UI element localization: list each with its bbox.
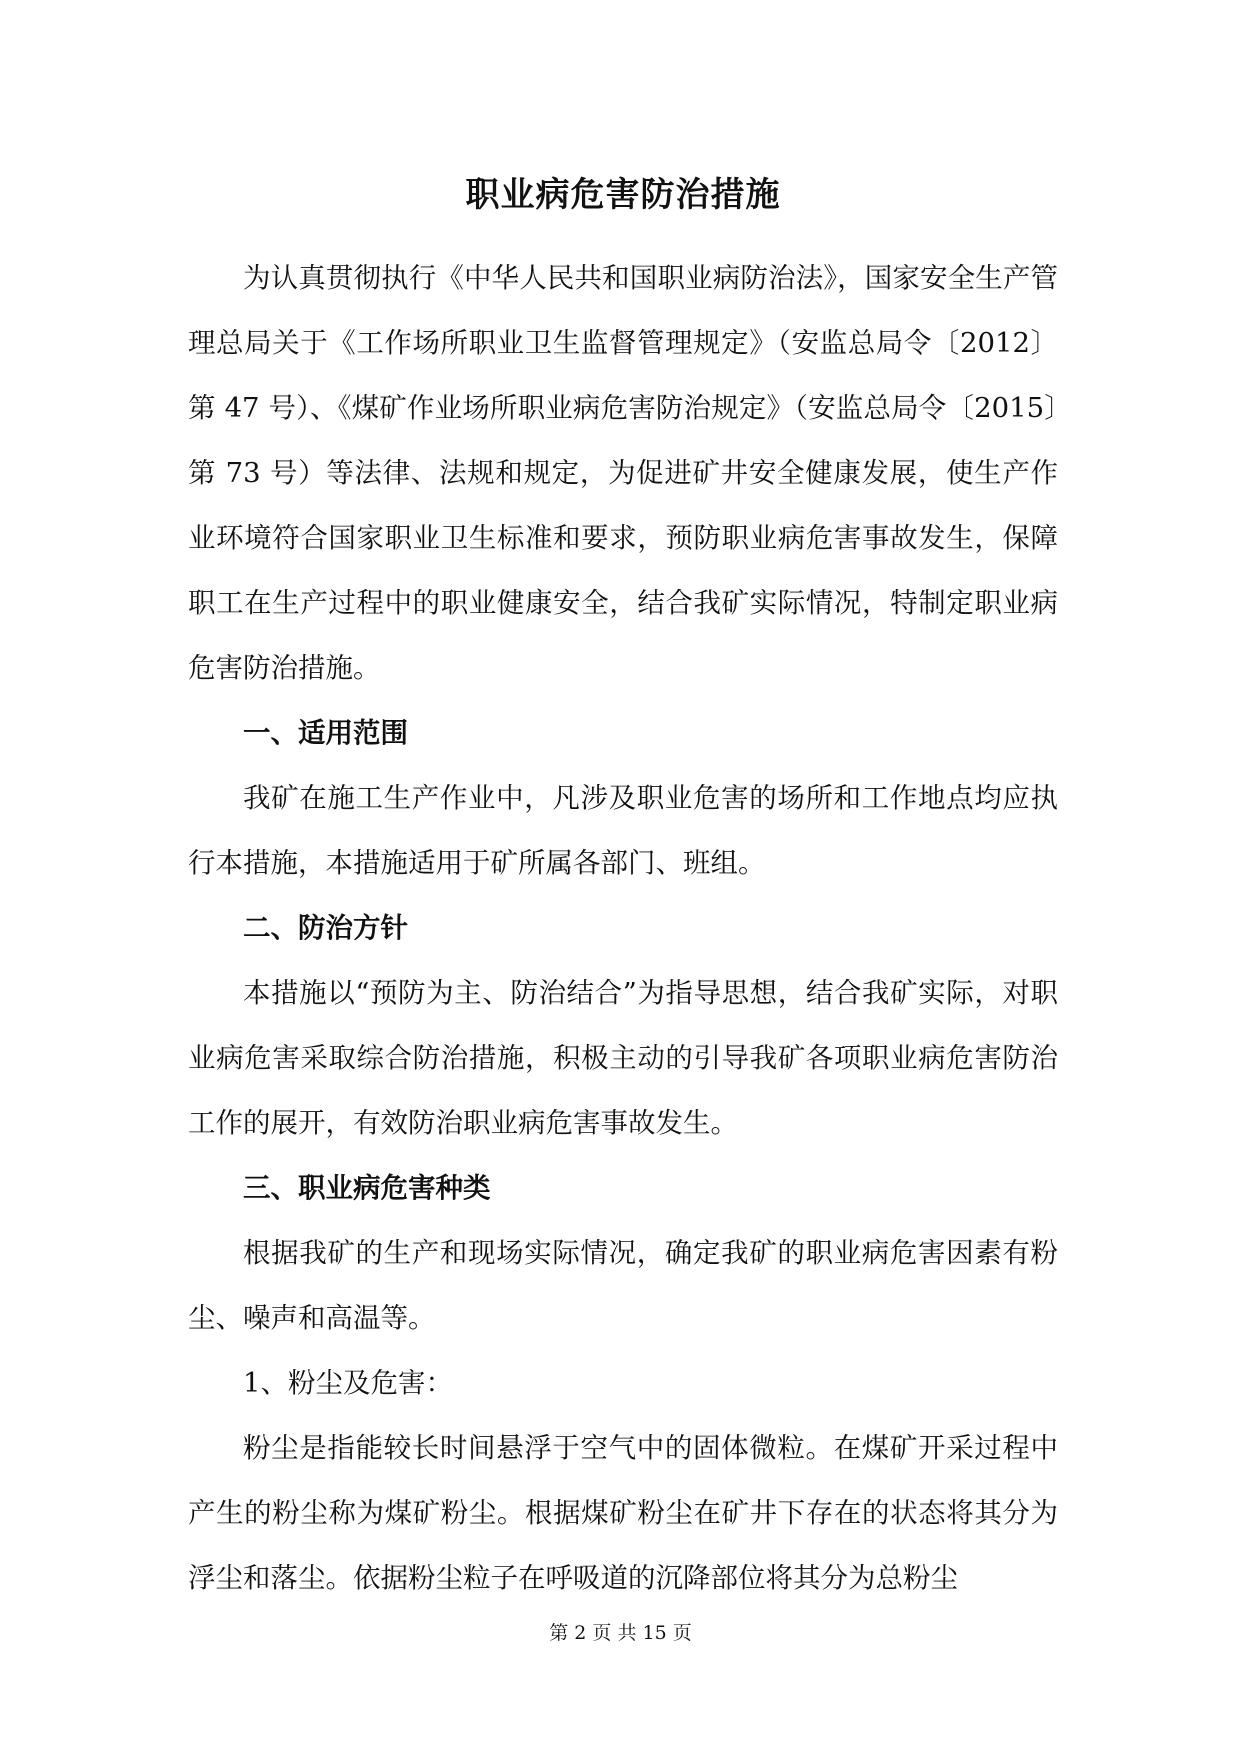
section-heading-scope: 一、适用范围 xyxy=(243,717,408,749)
section-text-policy: 本措施以“预防为主、防治结合”为指导思想，结合我矿实际，对职业病危害采取综合防治措施，积极主动的引导我矿各项职业病危害防治工作的展开，有效防治职业病危害事故发生。 xyxy=(188,977,1058,1139)
section-heading-hazard-types: 三、职业病危害种类 xyxy=(243,1172,491,1204)
section-text-scope: 我矿在施工生产作业中，凡涉及职业危害的场所和工作地点均应执行本措施，本措施适用于矿所属各部门、班组。 xyxy=(188,782,1058,879)
subsection-heading-dust: 1、粉尘及危害： xyxy=(243,1367,453,1399)
document-page xyxy=(188,155,1058,1611)
document-title: 职业病危害防治措施 xyxy=(465,175,781,215)
section-text-hazard-types: 根据我矿的生产和现场实际情况，确定我矿的职业病危害因素有粉尘、噪声和高温等。 xyxy=(188,1237,1058,1334)
section-heading-policy: 二、防治方针 xyxy=(243,912,408,944)
intro-paragraph: 为认真贯彻执行《中华人民共和国职业病防治法》，国家安全生产管理总局关于《工作场所职业卫生监督管理规定》（安监总局令〔2012〕第 47 号）、《煤矿作业场所职业病危害防治规定》（安监总局令〔2015〕第 73 号）等法律、法规和规定，为促进矿井安全健康发展，使生产作业环境符合国家职业卫生标准和要求，预防职业病危害事故发生，保障职工在生产过程中的职业健康安全，结合我矿实际情况，特制定职业病危害防治措施。 xyxy=(188,262,1058,684)
subsection-text-dust: 粉尘是指能较长时间悬浮于空气中的固体微粒。在煤矿开采过程中产生的粉尘称为煤矿粉尘。根据煤矿粉尘在矿井下存在的状态将其分为浮尘和落尘。依据粉尘粒子在呼吸道的沉降部位将其分为总粉尘 xyxy=(188,1432,1058,1594)
page-number: 第 2 页 共 15 页 xyxy=(549,1622,692,1644)
